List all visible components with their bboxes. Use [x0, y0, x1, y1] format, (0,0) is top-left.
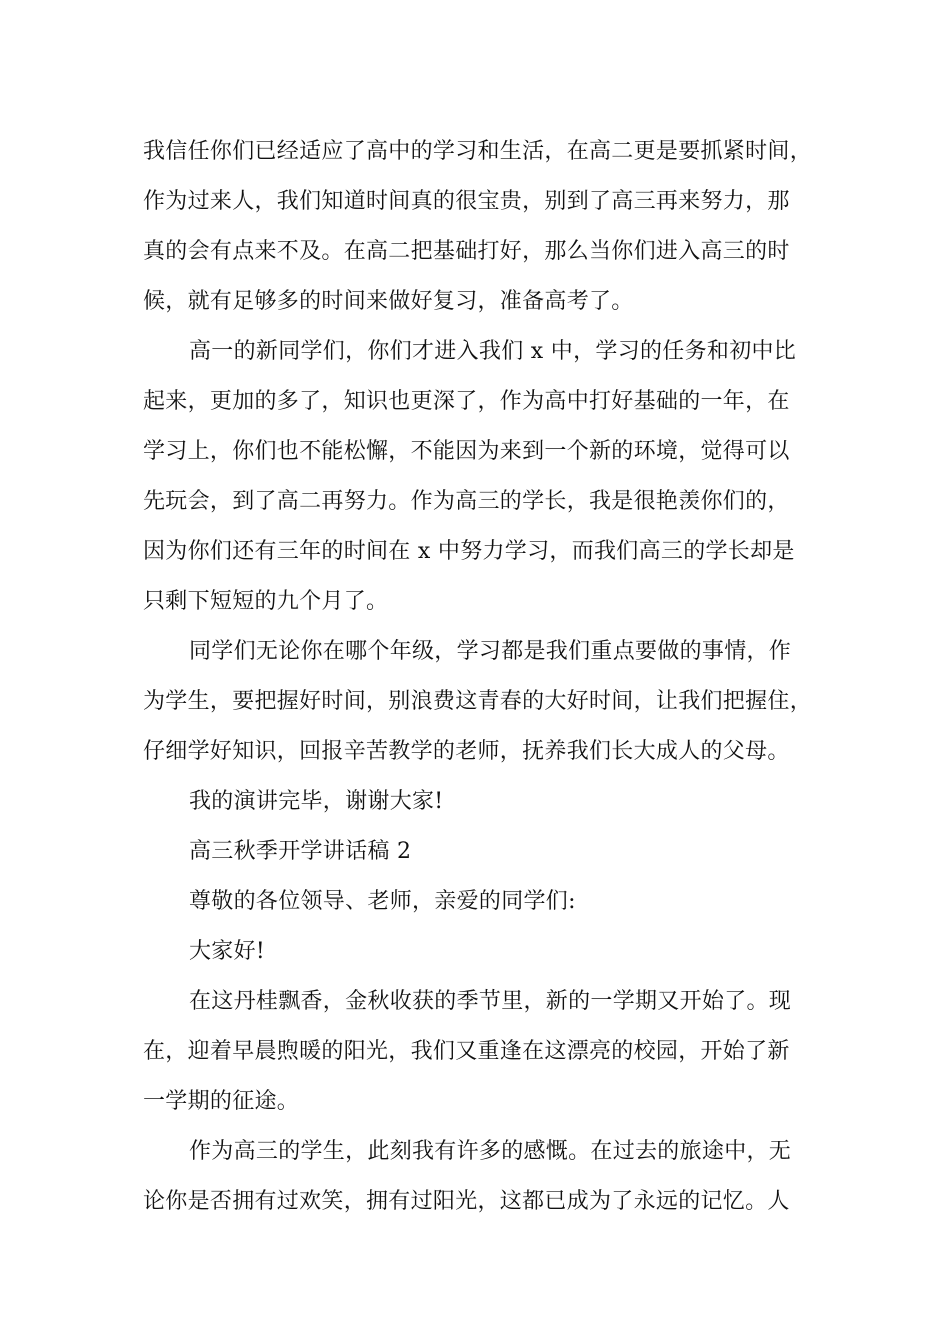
salutation: 尊敬的各位领导、老师，亲爱的同学们:	[189, 889, 576, 914]
document-body	[143, 127, 823, 1227]
paragraph-start-line: 同学们无论你在哪个年级，学习都是我们重点要做的事情，作	[189, 639, 792, 664]
text-line: 作为过来人，我们知道时间真的很宝贵，别到了高三再来努力，那	[143, 189, 790, 214]
text-line: 起来，更加的多了，知识也更深了，作为高中打好基础的一年，在	[143, 389, 790, 414]
section-title: 高三秋季开学讲话稿 2	[189, 839, 412, 864]
greeting: 大家好!	[189, 939, 266, 964]
text-line: 只剩下短短的九个月了。	[143, 589, 389, 614]
paragraph-start-line: 高一的新同学们，你们才进入我们 x 中，学习的任务和初中比	[189, 339, 797, 364]
text-line: 为学生，要把握好时间，别浪费这青春的大好时间，让我们把握住，	[143, 689, 813, 714]
text-line: 先玩会，到了高二再努力。作为高三的学长，我是很艳羡你们的，	[143, 489, 790, 514]
text-line: 论你是否拥有过欢笑，拥有过阳光，这都已成为了永远的记忆。人	[143, 1189, 790, 1214]
text-line: 真的会有点来不及。在高二把基础打好，那么当你们进入高三的时	[143, 239, 790, 264]
text-line: 因为你们还有三年的时间在 x 中努力学习，而我们高三的学长却是	[143, 539, 795, 564]
paragraph-start-line: 作为高三的学生，此刻我有许多的感慨。在过去的旅途中，无	[189, 1139, 792, 1164]
text-line: 学习上，你们也不能松懈，不能因为来到一个新的环境，觉得可以	[143, 439, 790, 464]
text-line: 一学期的征途。	[143, 1089, 300, 1114]
text-line: 我信任你们已经适应了高中的学习和生活，在高二更是要抓紧时间，	[143, 139, 813, 164]
text-line: 候，就有足够多的时间来做好复习，准备高考了。	[143, 289, 634, 314]
text-line: 在，迎着早晨煦暖的阳光，我们又重逢在这漂亮的校园，开始了新	[143, 1039, 790, 1064]
paragraph-start-line: 在这丹桂飘香，金秋收获的季节里，新的一学期又开始了。现	[189, 989, 792, 1014]
closing-remark: 我的演讲完毕，谢谢大家!	[189, 789, 444, 814]
text-line: 仔细学好知识，回报辛苦教学的老师，抚养我们长大成人的父母。	[143, 739, 790, 764]
